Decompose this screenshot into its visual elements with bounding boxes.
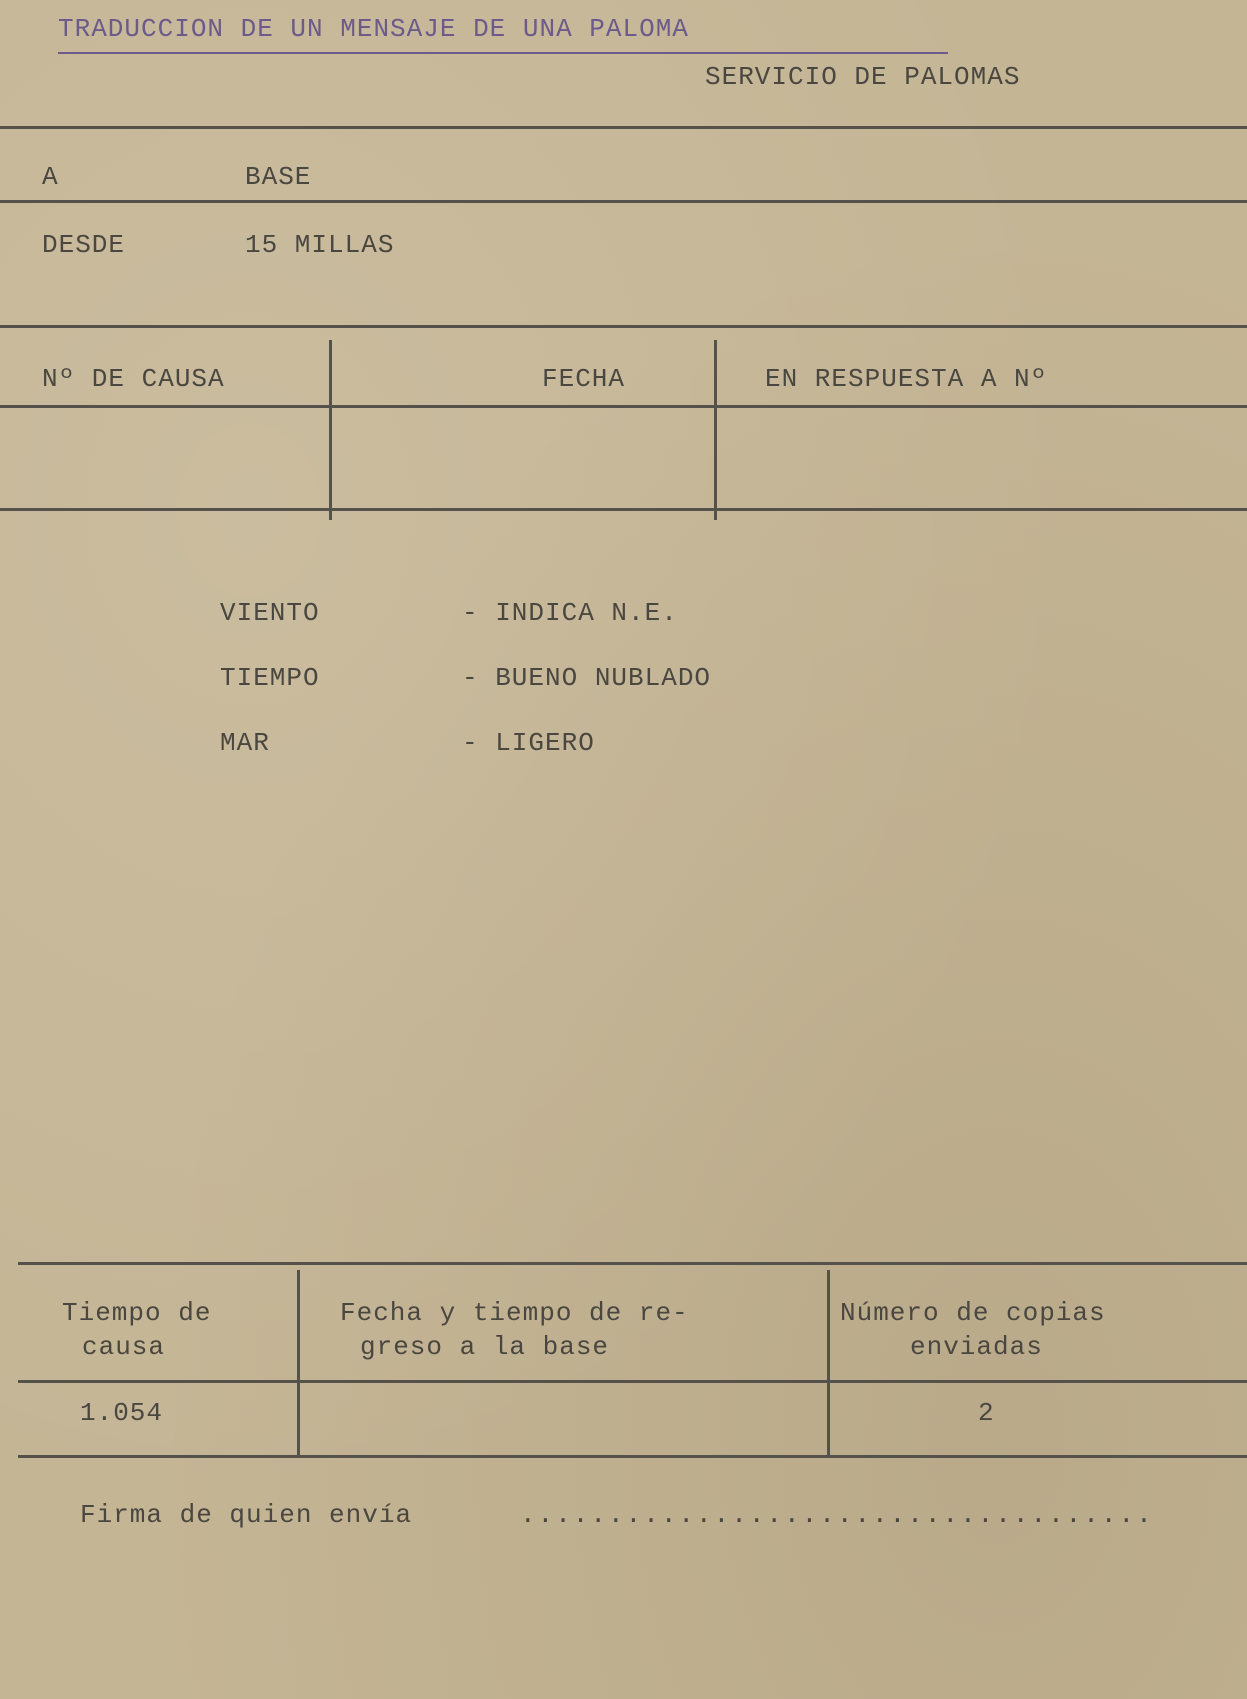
return-header-line2: greso a la base [360, 1332, 610, 1362]
copies-value: 2 [978, 1398, 995, 1428]
reply-header: EN RESPUESTA A Nº [765, 364, 1048, 394]
weather-value: - BUENO NUBLADO [462, 663, 712, 693]
case-time-header-line1: Tiempo de [62, 1298, 212, 1328]
return-header-line1: Fecha y tiempo de re- [340, 1298, 689, 1328]
to-value: BASE [245, 162, 312, 192]
to-label: A [42, 162, 59, 192]
footer-table-header-rule [18, 1380, 1247, 1383]
from-label: DESDE [42, 230, 126, 260]
copies-header-line2: enviadas [910, 1332, 1043, 1362]
wind-value: - INDICA N.E. [462, 598, 678, 628]
ref-table-bottom-rule [0, 508, 1247, 511]
service-name: SERVICIO DE PALOMAS [705, 62, 1021, 92]
case-number-header: Nº DE CAUSA [42, 364, 225, 394]
footer-table-divider-1 [297, 1270, 300, 1458]
signature-line: .................................... [520, 1500, 1154, 1530]
ref-table-divider-2 [714, 340, 717, 520]
ref-table-divider-1 [329, 340, 332, 520]
sea-label: MAR [220, 728, 270, 758]
rule-top [0, 126, 1247, 129]
footer-table-bottom-rule [18, 1455, 1247, 1458]
footer-table-top-rule [18, 1262, 1247, 1265]
signature-label: Firma de quien envía [80, 1500, 413, 1530]
rule-from [0, 325, 1247, 328]
from-value: 15 MILLAS [245, 230, 395, 260]
document-title: TRADUCCION DE UN MENSAJE DE UNA PALOMA [58, 14, 689, 44]
rule-to [0, 200, 1247, 203]
wind-label: VIENTO [220, 598, 320, 628]
ref-table-header-rule [0, 405, 1247, 408]
copies-header-line1: Número de copias [840, 1298, 1106, 1328]
weather-label: TIEMPO [220, 663, 320, 693]
case-time-header-line2: causa [82, 1332, 166, 1362]
date-header: FECHA [542, 364, 626, 394]
title-underline [58, 52, 948, 54]
sea-value: - LIGERO [462, 728, 595, 758]
footer-table-divider-2 [827, 1270, 830, 1458]
case-time-value: 1.054 [80, 1398, 164, 1428]
